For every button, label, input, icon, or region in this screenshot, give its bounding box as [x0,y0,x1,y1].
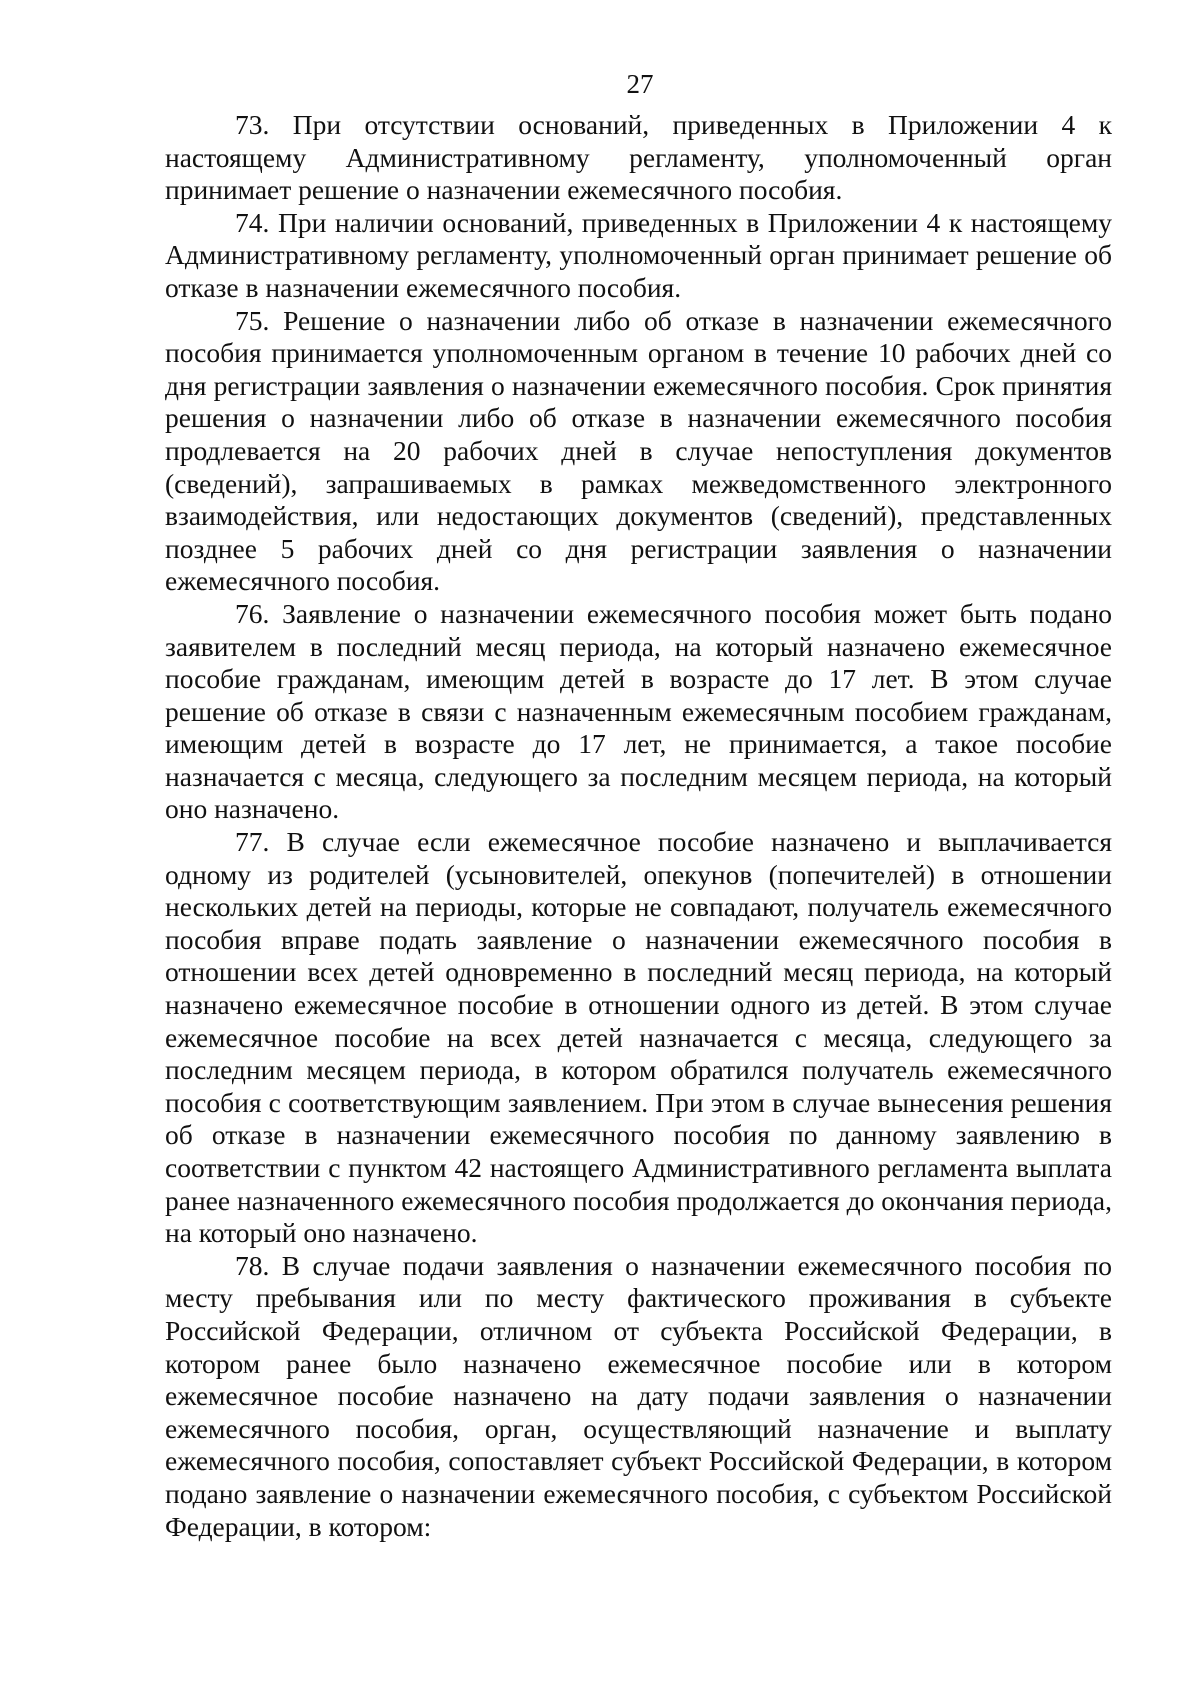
page-number: 27 [626,69,654,99]
paragraph-78: 78. В случае подачи заявления о назначении ежемесячного пособия по месту пребывания или по месту фактического проживания в субъекте Российской Федерации, отличном от субъекта Российской Федерации, в котором ранее было назначено ежемесячное пособие или в котором ежемесячное пособие назначено на дату подачи заявления о назначении ежемесячного пособия, орган, осуществляющий назначение и выплату ежемесячного пособия, сопоставляет субъект Российской Федерации, в котором подано заявление о назначении ежемесячного пособия, с субъектом Российской Федерации, в котором: [165,1249,1112,1542]
paragraph-76: 76. Заявление о назначении ежемесячного пособия может быть подано заявителем в последний месяц периода, на который назначено ежемесячное пособие гражданам, имеющим детей в возрасте до 17 лет. В этом случае решение об отказе в связи с назначенным ежемесячным пособием гражданам, имеющим детей в возрасте до 17 лет, не принимается, а такое пособие назначается с месяца, следующего за последним месяцем периода, на который оно назначено. [165,597,1112,825]
document-body [165,109,1112,1543]
paragraph-74: 74. При наличии оснований, приведенных в Приложении 4 к настоящему Административному регламенту, уполномоченный орган принимает решение об отказе в назначении ежемесячного пособия. [165,206,1112,303]
paragraph-77: 77. В случае если ежемесячное пособие назначено и выплачивается одному из родителей (усыновителей, опекунов (попечителей) в отношении нескольких детей на периоды, которые не совпадают, получатель ежемесячного пособия вправе подать заявление о назначении ежемесячного пособия в отношении всех детей одновременно в последний месяц периода, на который назначено ежемесячное пособие в отношении одного из детей. В этом случае ежемесячное пособие на всех детей назначается с месяца, следующего за последним месяцем периода, в котором обратился получатель ежемесячного пособия с соответствующим заявлением. При этом в случае вынесения решения об отказе в назначении ежемесячного пособия по данному заявлению в соответствии с пунктом 42 настоящего Административного регламента выплата ранее назначенного ежемесячного пособия продолжается до окончания периода, на который оно назначено. [165,826,1112,1249]
paragraph-75: 75. Решение о назначении либо об отказе в назначении ежемесячного пособия принимается уполномоченным органом в течение 10 рабочих дней со дня регистрации заявления о назначении ежемесячного пособия. Срок принятия решения о назначении либо об отказе в назначении ежемесячного пособия продлевается на 20 рабочих дней в случае непоступления документов (сведений), запрашиваемых в рамках межведомственного электронного взаимодействия, или недостающих документов (сведений), представленных позднее 5 рабочих дней со дня регистрации заявления о назначении ежемесячного пособия. [165,304,1112,597]
paragraph-73: 73. При отсутствии оснований, приведенных в Приложении 4 к настоящему Административному регламенту, уполномоченный орган принимает решение о назначении ежемесячного пособия. [165,109,1112,206]
